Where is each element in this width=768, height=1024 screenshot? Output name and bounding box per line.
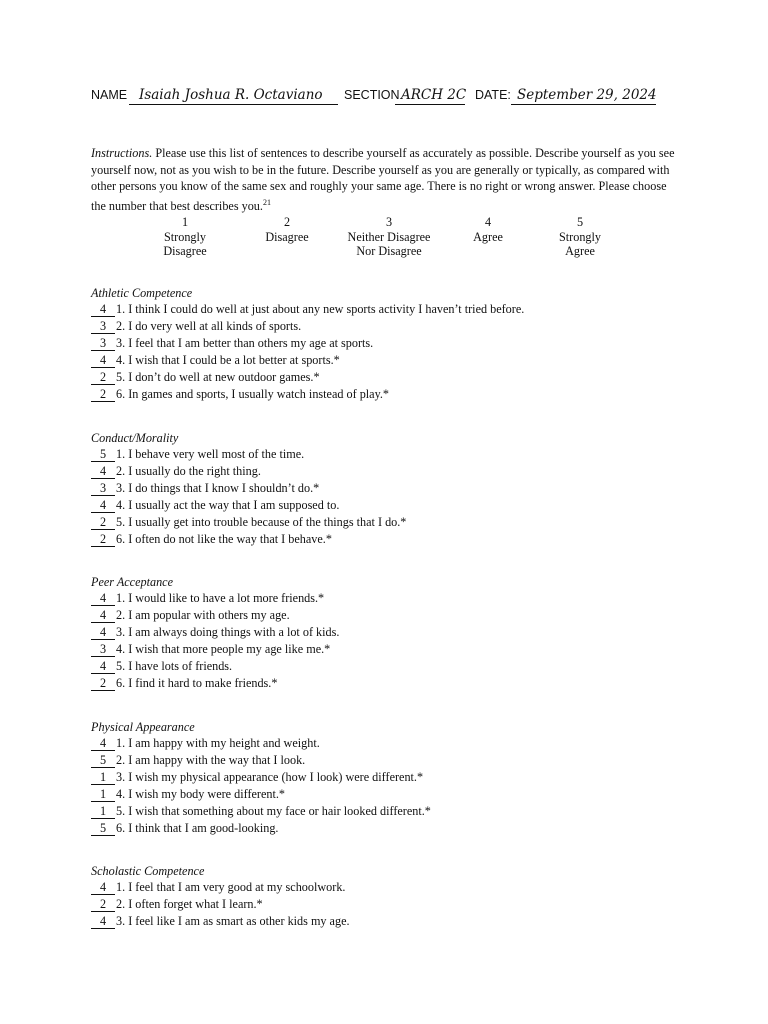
- question-row: [91, 879, 691, 896]
- question-text: I do things that I know I shouldn’t do.*: [128, 481, 320, 495]
- question-row: [91, 752, 691, 769]
- question-text: I wish my body were different.*: [128, 787, 286, 801]
- section-athletic-competence: [91, 286, 691, 403]
- answer-field[interactable]: 3: [91, 641, 115, 657]
- question-number: 6.: [116, 821, 126, 835]
- question-text: I wish that something about my face or hair looked different.*: [128, 804, 431, 818]
- question-row: [91, 335, 691, 352]
- answer-field[interactable]: 4: [91, 352, 115, 368]
- section-field[interactable]: ARCH 2C: [395, 84, 465, 105]
- question-number: 4.: [116, 642, 126, 656]
- question-text: I think that I am good-looking.: [128, 821, 279, 835]
- answer-field[interactable]: 4: [91, 463, 115, 479]
- section-scholastic-competence: [91, 864, 691, 930]
- section-title: Physical Appearance: [91, 720, 195, 734]
- scale-number: 1: [181, 215, 189, 229]
- date-field[interactable]: September 29, 2024: [511, 84, 656, 105]
- question-number: 3.: [116, 625, 126, 639]
- question-number: 1.: [116, 880, 126, 894]
- scale-number: 4: [484, 215, 492, 229]
- answer-field[interactable]: 2: [91, 386, 115, 402]
- question-row: [91, 531, 691, 548]
- answer-field[interactable]: 4: [91, 301, 115, 317]
- question-row: [91, 446, 691, 463]
- question-number: 4.: [116, 498, 126, 512]
- question-text: I have lots of friends.: [128, 659, 233, 673]
- question-text: I would like to have a lot more friends.*: [128, 591, 325, 605]
- question-text: I behave very well most of the time.: [128, 447, 305, 461]
- question-row: [91, 786, 691, 803]
- scale-label-line1: Disagree: [265, 229, 309, 244]
- section-title: Conduct/Morality: [91, 431, 179, 445]
- question-number: 3.: [116, 336, 126, 350]
- question-row: [91, 352, 691, 369]
- answer-field[interactable]: 5: [91, 446, 115, 462]
- question-number: 2.: [116, 464, 126, 478]
- question-text: I wish my physical appearance (how I look) were different.*: [128, 770, 424, 784]
- question-text: I am always doing things with a lot of kids.: [128, 625, 340, 639]
- section-conduct-morality: [91, 431, 691, 548]
- answer-field[interactable]: 2: [91, 675, 115, 691]
- question-row: [91, 590, 691, 607]
- name-field[interactable]: Isaiah Joshua R. Octaviano: [129, 84, 338, 105]
- question-row: [91, 497, 691, 514]
- question-number: 6.: [116, 387, 126, 401]
- scale-number: 2: [283, 215, 291, 229]
- answer-field[interactable]: 1: [91, 803, 115, 819]
- question-row: [91, 624, 691, 641]
- answer-field[interactable]: 4: [91, 735, 115, 751]
- question-text: I find it hard to make friends.*: [128, 676, 278, 690]
- question-text: I feel like I am as smart as other kids my age.: [128, 914, 350, 928]
- answer-field[interactable]: 4: [91, 624, 115, 640]
- question-row: [91, 369, 691, 386]
- section-title: Peer Acceptance: [91, 575, 173, 589]
- answer-field[interactable]: 4: [91, 913, 115, 929]
- question-text: I usually get into trouble because of the things that I do.*: [128, 515, 407, 529]
- question-row: [91, 463, 691, 480]
- answer-field[interactable]: 3: [91, 335, 115, 351]
- scale-label-line2: Agree: [565, 244, 595, 258]
- question-text: I am happy with my height and weight.: [128, 736, 320, 750]
- footnote-marker: 21: [262, 197, 271, 207]
- instructions-lead: Instructions.: [91, 146, 153, 160]
- question-number: 6.: [116, 676, 126, 690]
- question-text: I am happy with the way that I look.: [128, 753, 306, 767]
- question-text: I usually act the way that I am supposed to.: [128, 498, 340, 512]
- question-text: I am popular with others my age.: [128, 608, 290, 622]
- question-number: 2.: [116, 753, 126, 767]
- scale-option-5: [520, 215, 640, 259]
- question-number: 5.: [116, 370, 126, 384]
- question-row: [91, 896, 691, 913]
- question-number: 3.: [116, 770, 126, 784]
- question-number: 2.: [116, 897, 126, 911]
- question-row: [91, 913, 691, 930]
- question-number: 5.: [116, 659, 126, 673]
- question-number: 1.: [116, 302, 126, 316]
- question-text: I often forget what I learn.*: [128, 897, 263, 911]
- question-row: [91, 820, 691, 837]
- instructions-text: Please use this list of sentences to describe yourself as accurately as possible. Describe yourself as you see yourself now, not as you wish to be in the future. Describe yourself as you are generally or typically, as compared with other persons you know of the same sex and roughly your same age. There is no right or wrong answer. Please choose the number that best describes you.: [91, 146, 675, 213]
- section-title: Athletic Competence: [91, 286, 193, 300]
- question-text: I don’t do well at new outdoor games.*: [128, 370, 320, 384]
- question-text: I wish that I could be a lot better at sports.*: [128, 353, 340, 367]
- scale-label-line1: Neither Disagree: [347, 229, 431, 244]
- answer-field[interactable]: 2: [91, 514, 115, 530]
- answer-field[interactable]: 3: [91, 480, 115, 496]
- question-number: 1.: [116, 736, 126, 750]
- scale-label-line2: Disagree: [163, 244, 207, 258]
- question-number: 4.: [116, 787, 126, 801]
- question-text: I feel that I am very good at my schoolwork.: [128, 880, 346, 894]
- question-text: I wish that more people my age like me.*: [128, 642, 331, 656]
- answer-field[interactable]: 2: [91, 896, 115, 912]
- answer-field[interactable]: 1: [91, 769, 115, 785]
- scale-label-line2: Nor Disagree: [356, 244, 422, 258]
- answer-field[interactable]: 3: [91, 318, 115, 334]
- section-physical-appearance: [91, 720, 691, 837]
- scale-label-line1: Strongly: [559, 229, 601, 244]
- question-row: [91, 301, 691, 318]
- question-row: [91, 641, 691, 658]
- question-row: [91, 318, 691, 335]
- answer-field[interactable]: 4: [91, 607, 115, 623]
- question-row: [91, 658, 691, 675]
- question-number: 3.: [116, 914, 126, 928]
- answer-field[interactable]: 4: [91, 590, 115, 606]
- question-row: [91, 675, 691, 692]
- question-number: 2.: [116, 319, 126, 333]
- scale-label-line1: Agree: [473, 229, 503, 244]
- section-label: SECTION: [344, 88, 400, 102]
- header-row: [91, 84, 711, 108]
- answer-field[interactable]: 4: [91, 879, 115, 895]
- section-peer-acceptance: [91, 575, 691, 692]
- scale-number: 3: [385, 215, 393, 229]
- question-text: I do very well at all kinds of sports.: [128, 319, 302, 333]
- question-number: 6.: [116, 532, 126, 546]
- question-text: In games and sports, I usually watch instead of play.*: [128, 387, 390, 401]
- question-number: 1.: [116, 447, 126, 461]
- question-number: 4.: [116, 353, 126, 367]
- answer-field[interactable]: 2: [91, 369, 115, 385]
- question-text: I often do not like the way that I behave.*: [128, 532, 332, 546]
- question-row: [91, 480, 691, 497]
- question-row: [91, 607, 691, 624]
- question-number: 2.: [116, 608, 126, 622]
- question-row: [91, 803, 691, 820]
- question-number: 5.: [116, 515, 126, 529]
- question-text: I usually do the right thing.: [128, 464, 261, 478]
- question-row: [91, 386, 691, 403]
- question-text: I think I could do well at just about any new sports activity I haven’t tried before.: [128, 302, 525, 316]
- instructions-paragraph: [91, 145, 676, 214]
- date-label: DATE:: [475, 88, 511, 102]
- answer-field[interactable]: 2: [91, 531, 115, 547]
- question-row: [91, 769, 691, 786]
- section-title: Scholastic Competence: [91, 864, 205, 878]
- name-label: NAME: [91, 88, 128, 102]
- answer-field[interactable]: 1: [91, 786, 115, 802]
- answer-field[interactable]: 5: [91, 820, 115, 836]
- scale-label-line1: Strongly: [164, 229, 206, 244]
- answer-field[interactable]: 5: [91, 752, 115, 768]
- answer-field[interactable]: 4: [91, 658, 115, 674]
- question-number: 3.: [116, 481, 126, 495]
- answer-field[interactable]: 4: [91, 497, 115, 513]
- scale-number: 5: [576, 215, 584, 229]
- question-number: 1.: [116, 591, 126, 605]
- question-text: I feel that I am better than others my age at sports.: [128, 336, 374, 350]
- question-row: [91, 735, 691, 752]
- question-number: 5.: [116, 804, 126, 818]
- question-row: [91, 514, 691, 531]
